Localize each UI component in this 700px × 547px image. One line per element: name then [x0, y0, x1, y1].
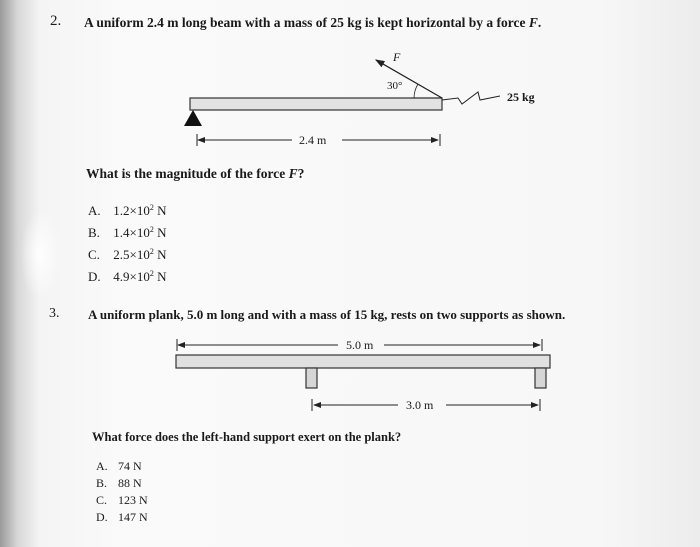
q3-plank-length-label: 5.0 m — [346, 338, 374, 352]
q3-choice-c: C. 123 N — [96, 493, 148, 507]
q3-support-left — [306, 368, 317, 388]
q2-text-var: F — [528, 15, 538, 30]
q3-support-right — [535, 368, 546, 388]
q3-choice-d: D. 147 N — [96, 510, 148, 524]
q2-mass-label: 25 kg — [507, 90, 535, 104]
q2-length-label: 2.4 m — [299, 133, 327, 147]
q2-pivot — [184, 110, 202, 126]
q2-choice-a: A. $1.2\times 10^2$ N — [88, 203, 167, 218]
q2-choice-c: C. $2.5\times 10^2$ N — [88, 247, 167, 262]
q2-choice-d: D. $4.9\times 10^2$ N — [88, 269, 167, 284]
q2-force-arrow — [376, 60, 442, 98]
q2-diagram — [184, 60, 500, 146]
q2-beam — [190, 98, 442, 110]
q3-choice-a: A. 74 N — [96, 459, 142, 473]
q2-question — [86, 166, 304, 182]
q2-choice-b: B. $1.4\times 10^2$ N — [88, 225, 167, 240]
q2-question-end: ? — [297, 166, 305, 181]
q2-force-label: F — [393, 50, 401, 64]
q2-text-main: A uniform 2.4 m long beam with a mass of 25 kg is kept horizontal by a force — [84, 15, 526, 30]
q2-angle-arc — [414, 84, 418, 98]
q2-angle-label: 30° — [387, 80, 403, 92]
q3-choice-b: B. 88 N — [96, 476, 142, 490]
q3-plank — [176, 355, 550, 368]
q2-text-end: . — [537, 15, 542, 30]
q3-text: A uniform plank, 5.0 m long and with a mass of 15 kg, rests on two supports as shown. — [88, 307, 566, 322]
q2-question-main: What is the magnitude of the force — [86, 166, 286, 181]
q2-question-var: F — [288, 166, 298, 181]
q2-number: 2. — [50, 13, 62, 29]
q3-question: What force does the left-hand support exert on the plank? — [92, 430, 402, 444]
q3-support-gap-label: 3.0 m — [406, 398, 434, 412]
q3-number: 3. — [49, 306, 60, 321]
q2-mass-zigzag — [442, 92, 500, 104]
